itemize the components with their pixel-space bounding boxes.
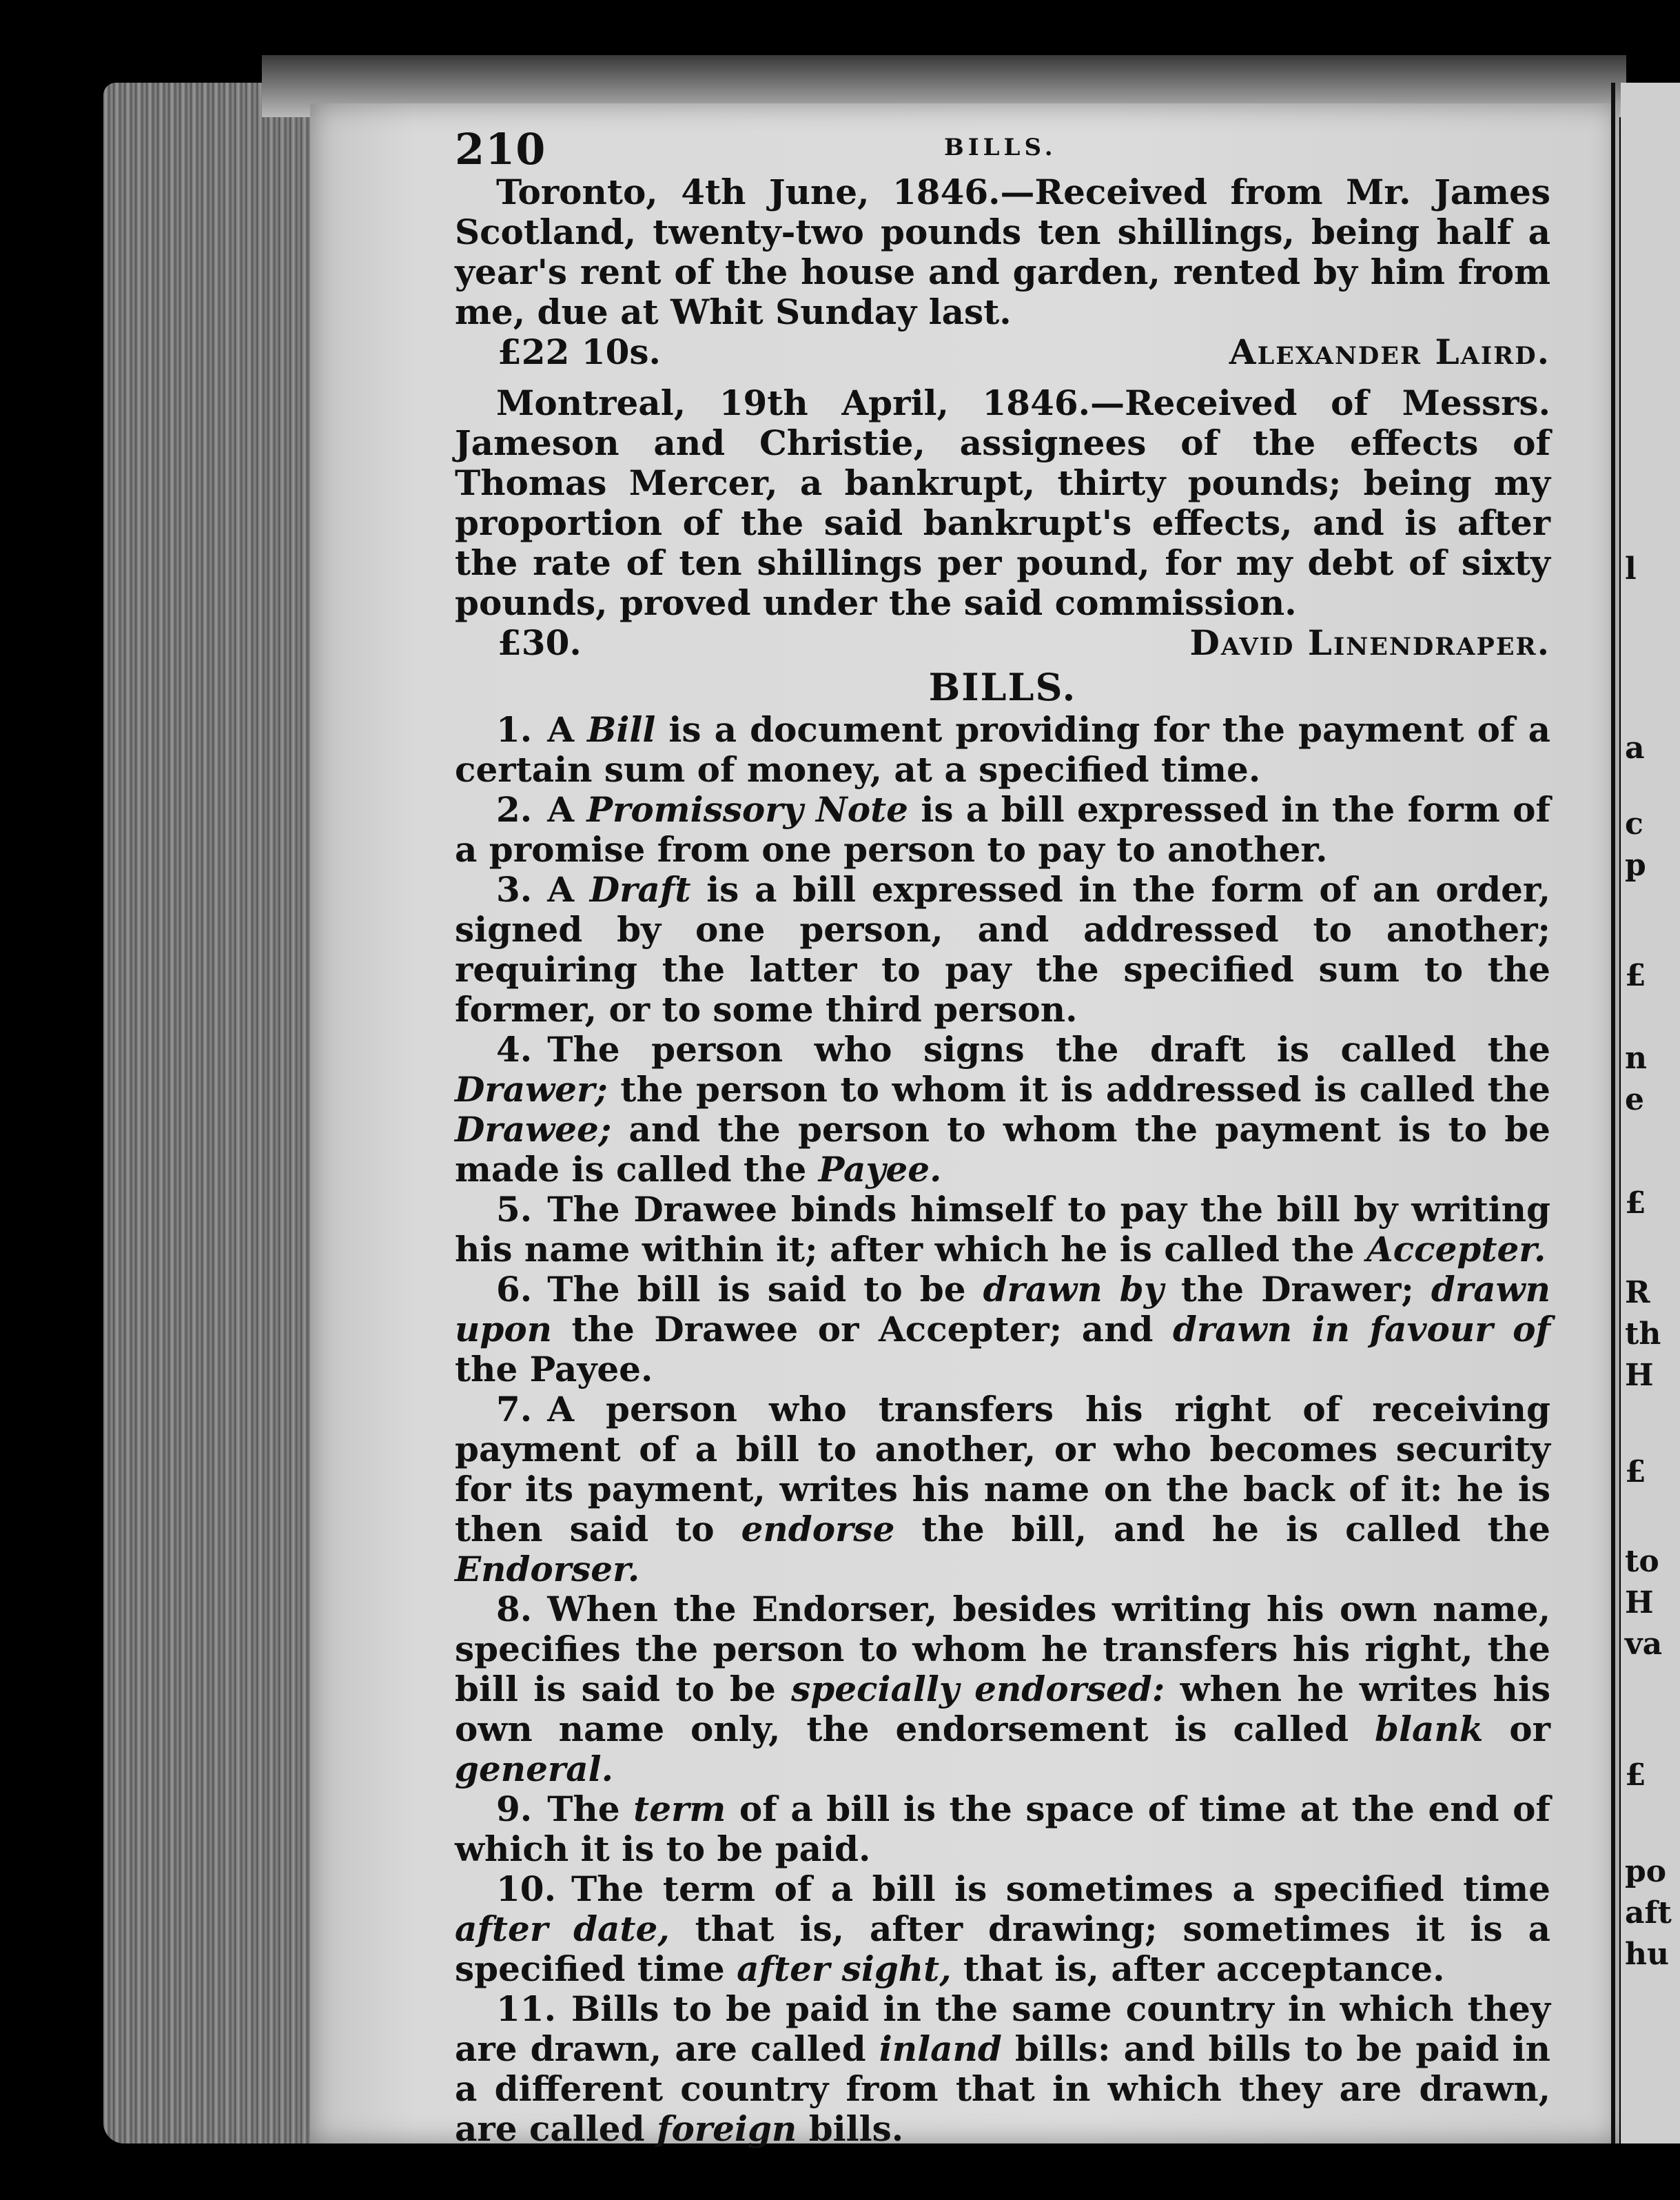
receipt-signature-line	[455, 623, 1550, 663]
facing-page-fragment: va	[1625, 1627, 1663, 1662]
facing-page-fragment: aft	[1625, 1895, 1672, 1931]
rule-term: term	[633, 1789, 726, 1829]
rule-text: is a bill expressed in the form of an order, signed by one person, and addressed to another; requiring the latter to pay the specified sum to the former, or to some third person.	[455, 869, 1550, 1030]
receipt-amount: £30.	[498, 622, 582, 663]
rules-list	[455, 710, 1550, 2149]
rule-paragraph	[455, 1030, 1550, 1190]
facing-page-fragment: c	[1625, 806, 1643, 842]
rule-text: and the person to whom the payment is to be made is called the	[455, 1109, 1550, 1190]
receipt-text: Montreal, 19th April, 1846.—Received of Messrs. Jameson and Christie, assignees of the effects of Thomas Mercer, a bankrupt, thirty pounds; being my proportion of the said bankrupt's effects, and is after the rate of ten shillings per pound, for my debt of sixty pounds, proved under the said commission.	[455, 383, 1550, 623]
rule-text: The Drawee binds himself to pay the bill by writing his name within it; after which he is called the	[455, 1189, 1550, 1270]
facing-page-fragment: R	[1625, 1275, 1650, 1310]
running-title: BILLS.	[944, 134, 1057, 161]
rule-text: is a document providing for the payment of a certain sum of money, at a specified time.	[455, 709, 1551, 790]
rule-text: of a bill is the space of time at the end of which it is to be paid.	[455, 1789, 1551, 1869]
rule-text: The	[547, 1789, 634, 1829]
facing-page-fragment: £	[1625, 1185, 1646, 1221]
section-heading: BILLS.	[928, 665, 1077, 709]
rule-paragraph	[455, 1789, 1550, 1869]
facing-page-fragment: p	[1625, 848, 1646, 883]
rule-term: general.	[455, 1749, 614, 1789]
rule-text: The term of a bill is sometimes a specified time	[571, 1868, 1550, 1909]
rule-term: inland	[879, 2028, 1002, 2069]
facing-page-fragment: H	[1625, 1358, 1654, 1393]
page-gutter	[1611, 83, 1615, 2143]
facing-page-fragment: n	[1625, 1041, 1647, 1076]
rule-text: A	[547, 789, 587, 830]
rule-term: Accepter.	[1366, 1229, 1546, 1270]
rule-text: A	[547, 869, 590, 910]
rule-text: when he writes his own name only, the endorsement is called	[455, 1669, 1550, 1749]
rule-number: 1.	[496, 709, 533, 750]
rule-term: Bill	[587, 709, 656, 750]
rule-paragraph	[455, 710, 1550, 790]
facing-page-fragment: £	[1625, 1454, 1646, 1489]
rule-text: or	[1483, 1709, 1550, 1749]
rule-text: the Drawee or Accepter; and	[552, 1309, 1173, 1349]
facing-page-fragment: £	[1625, 1758, 1646, 1793]
rule-term: blank	[1375, 1709, 1484, 1749]
rule-term: drawn upon	[455, 1269, 1550, 1349]
rule-paragraph	[455, 1270, 1550, 1389]
rule-text: bills: and bills to be paid in a different country from that in which they are drawn, are called	[455, 2028, 1550, 2149]
rule-term: foreign	[656, 2108, 797, 2149]
rule-term: after date,	[455, 1908, 670, 1949]
facing-page-fragment: a	[1625, 731, 1645, 766]
rule-text: the Payee.	[455, 1349, 653, 1389]
rule-term: specially endorsed:	[791, 1669, 1165, 1709]
rule-text: A person who transfers his right of receiving payment of a bill to another, or who becomes security for its payment, writes his name on the back of it: he is then said to	[455, 1389, 1550, 1549]
facing-page-fragment: to	[1625, 1544, 1659, 1579]
rule-term: Endorser.	[455, 1549, 640, 1589]
receipt-amount: £22 10s.	[498, 332, 661, 372]
rule-text: The bill is said to be	[547, 1269, 983, 1310]
rule-term: Payee.	[818, 1149, 942, 1190]
rule-number: 7.	[496, 1389, 533, 1429]
rule-number: 9.	[496, 1789, 533, 1829]
rule-term: drawn by	[983, 1269, 1164, 1310]
rule-text: The person who signs the draft is called the	[547, 1029, 1550, 1070]
rule-term: after sight,	[737, 1948, 952, 1989]
rule-paragraph	[455, 1989, 1550, 2149]
rule-paragraph	[455, 1589, 1550, 1789]
rule-text: bills.	[797, 2108, 904, 2149]
facing-page-fragment: po	[1625, 1854, 1667, 1889]
rule-number: 4.	[496, 1029, 533, 1070]
facing-page-fragment: l	[1625, 551, 1637, 587]
rule-term: endorse	[741, 1509, 895, 1549]
rule-term: Drawer;	[455, 1069, 608, 1110]
receipt-1	[455, 172, 1550, 372]
book-page-edges	[103, 83, 317, 2143]
rule-number: 3.	[496, 869, 533, 910]
receipt-signature: David Linendraper.	[1189, 622, 1550, 663]
facing-page-edge	[1621, 83, 1680, 2143]
rule-text: is a bill expressed in the form of a promise from one person to pay to another.	[455, 789, 1550, 870]
receipt-2	[455, 383, 1550, 663]
rule-text: Bills to be paid in the same country in which they are drawn, are called	[455, 1988, 1550, 2069]
rule-term: Draft	[589, 869, 691, 910]
rule-text: the person to whom it is addressed is called the	[607, 1069, 1550, 1110]
running-head	[455, 124, 1550, 172]
rule-number: 11.	[496, 1988, 556, 2029]
facing-page-fragment: e	[1625, 1082, 1644, 1117]
page-number: 210	[455, 124, 546, 174]
rule-number: 8.	[496, 1589, 533, 1629]
rule-text: A	[547, 709, 588, 750]
rule-number: 10.	[496, 1868, 556, 1909]
rule-text: the bill, and he is called the	[894, 1509, 1550, 1549]
facing-page-fragment: hu	[1625, 1937, 1669, 1972]
rule-term: Drawee;	[455, 1109, 612, 1150]
receipt-text: Toronto, 4th June, 1846.—Received from Mr. James Scotland, twenty-two pounds ten shillings, being half a year's rent of the house and garden, rented by him from me, due at Whit Sunday last.	[455, 172, 1550, 332]
receipt-signature: Alexander Laird.	[1229, 332, 1550, 372]
rule-paragraph	[455, 1869, 1550, 1989]
page-text-column	[455, 124, 1550, 2149]
rule-paragraph	[455, 870, 1550, 1030]
rule-number: 2.	[496, 789, 533, 830]
rule-text: the Drawer;	[1163, 1269, 1431, 1310]
rule-term: drawn in favour of	[1173, 1309, 1550, 1349]
facing-page-fragment: £	[1625, 958, 1646, 993]
facing-page-fragment: th	[1625, 1316, 1661, 1352]
rule-text: When the Endorser, besides writing his own name, specifies the person to whom he transfers his right, the bill is said to be	[455, 1589, 1550, 1709]
rule-number: 6.	[496, 1269, 533, 1310]
receipt-signature-line	[455, 332, 1550, 372]
rule-paragraph	[455, 1190, 1550, 1270]
rule-paragraph	[455, 1389, 1550, 1589]
rule-text: that is, after drawing; sometimes it is a specified time	[455, 1908, 1550, 1989]
rule-paragraph	[455, 790, 1550, 870]
facing-page-fragment: H	[1625, 1585, 1654, 1620]
rule-term: Promissory Note	[586, 789, 908, 830]
rule-text: that is, after acceptance.	[951, 1948, 1445, 1989]
rule-number: 5.	[496, 1189, 533, 1230]
